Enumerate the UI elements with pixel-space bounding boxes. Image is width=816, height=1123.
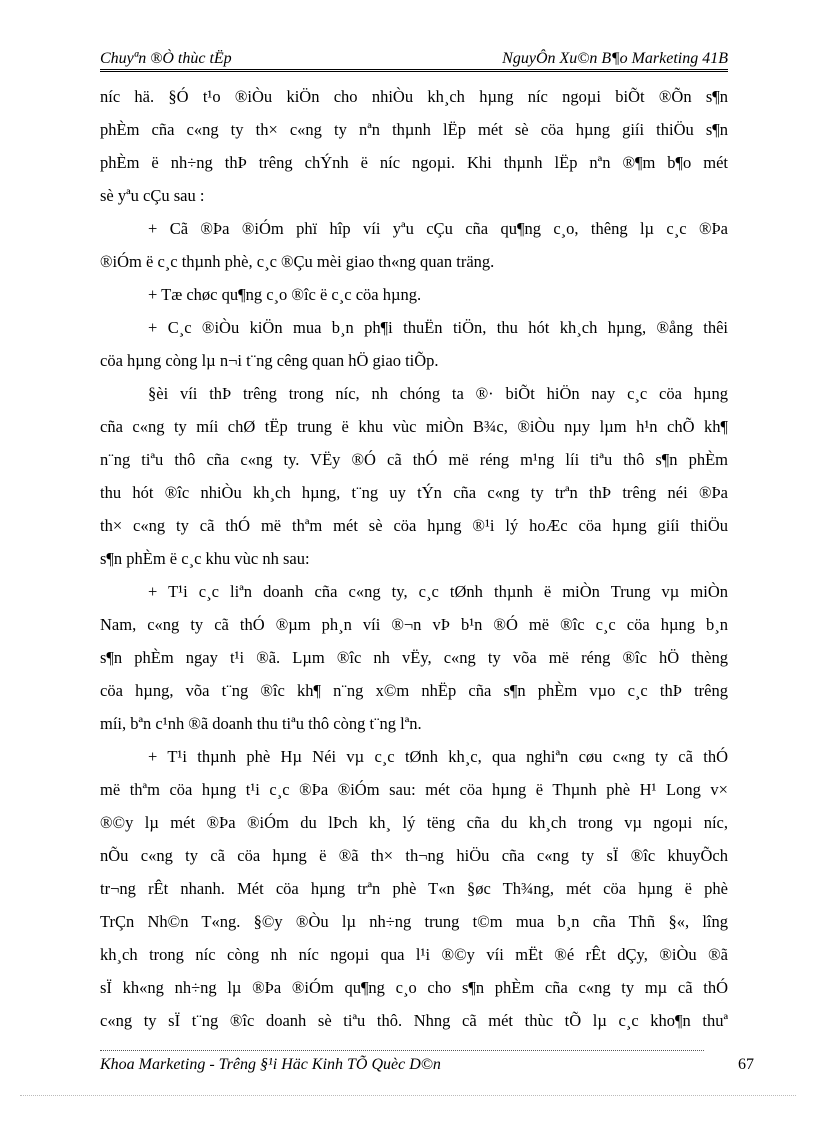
text-line: níc hä. §Ó t¹o ®iÒu kiÖn cho nhiÒu kh¸ch hµng níc ngoµi biÕt ®Õn s¶n (100, 87, 728, 106)
text-line: cöa hµng, võa t¨ng ®îc kh¶ n¨ng x©m nhËp cña s¶n phÈm vµo c¸c thÞ trêng (100, 681, 728, 700)
text-line: thu hót ®îc nhiÒu kh¸ch hµng, t¨ng uy tÝn cña c«ng ty trªn thÞ trêng néi ®Þa (100, 483, 728, 502)
text-line: + C¸c ®iÒu kiÖn mua b¸n ph¶i thuËn tiÖn, thu hót kh¸ch hµng, ®ång thêi (148, 318, 728, 337)
header-title: Chuyªn ®Ò thùc tËp (100, 50, 232, 67)
text-line: s¶n phÈm ngay t¹i ®ã. Lµm ®îc nh vËy, c«ng ty võa më réng ®îc hÖ thèng (100, 648, 728, 667)
page-header (100, 48, 728, 70)
text-line: phÈm cña c«ng ty th× c«ng ty nªn thµnh lËp mét sè cöa hµng giíi thiÖu s¶n (100, 120, 728, 139)
text-line: ®iÓm ë c¸c thµnh phè, c¸c ®Çu mèi giao th«ng quan träng. (100, 252, 495, 271)
page-edge-rule (20, 1095, 796, 1096)
text-line: phÈm ë nh÷ng thÞ trêng chÝnh ë níc ngoµi. Khi thµnh lËp nªn ®¶m b¶o mét (100, 153, 728, 172)
page-number: 67 (738, 1056, 754, 1073)
header-author: NguyÔn Xu©n B¶o Marketing 41B (502, 50, 728, 67)
text-line: më thªm cöa hµng t¹i c¸c ®Þa ®iÓm sau: mét cöa hµng ë Thµnh phè H¹ Long v× (100, 780, 728, 799)
text-line: nÕu c«ng ty cã cöa hµng ë ®ã th× th¬ng hiÖu cña c«ng ty sÏ ®îc khuyÕch (100, 846, 728, 865)
text-line: + Cã ®Þa ®iÓm phï hîp víi yªu cÇu cña qu¶ng c¸o, thêng lµ c¸c ®Þa (148, 219, 728, 238)
text-line: sÏ kh«ng nh÷ng lµ ®Þa ®iÓm qu¶ng c¸o cho s¶n phÈm cña c«ng ty mµ cã thÓ (100, 978, 728, 997)
footer-faculty: Khoa Marketing - Trêng §¹i Häc Kinh TÕ Quèc D©n (100, 1056, 441, 1073)
text-line: c«ng ty sÏ t¨ng ®îc doanh sè tiªu thô. Nhng cã mét thùc tÕ lµ c¸c kho¶n thuª (100, 1011, 728, 1030)
text-line: cöa hµng còng lµ n¬i t¨ng cêng quan hÖ giao tiÕp. (100, 351, 439, 370)
text-line: cña c«ng ty míi chØ tËp trung ë khu vùc miÒn B¾c, ®iÒu nµy lµm h¹n chÕ kh¶ (100, 417, 728, 436)
text-line: + T¹i thµnh phè Hµ Néi vµ c¸c tØnh kh¸c, qua nghiªn cøu c«ng ty cã thÓ (148, 747, 728, 766)
text-line: míi, bªn c¹nh ®ã doanh thu tiªu thô còng t¨ng lªn. (100, 714, 422, 733)
text-line: + Tæ chøc qu¶ng c¸o ®îc ë c¸c cöa hµng. (148, 285, 422, 304)
text-line: ®©y lµ mét ®Þa ®iÓm du lÞch kh¸ lý tëng cña du kh¸ch trong vµ ngoµi níc, (100, 813, 728, 832)
text-line: tr¬ng rÊt nhanh. Mét cöa hµng trªn phè T«n §øc Th¾ng, mét cöa hµng ë phè (100, 879, 728, 898)
text-line: + T¹i c¸c liªn doanh cña c«ng ty, c¸c tØnh thµnh ë miÒn Trung vµ miÒn (148, 582, 728, 601)
footer-rule (100, 1050, 704, 1051)
text-line: kh¸ch trong níc còng nh níc ngoµi qua l¹i ®©y víi mËt ®é rÊt dÇy, ®iÒu ®ã (100, 945, 728, 964)
text-line: sè yªu cÇu sau : (100, 186, 205, 205)
text-line: th× c«ng ty cã thÓ më thªm mét sè cöa hµng ®¹i lý hoÆc cöa hµng giíi thiÖu (100, 516, 728, 535)
text-line: n¨ng tiªu thô cña c«ng ty. VËy ®Ó cã thÓ më réng m¹ng líi tiªu thô s¶n phÈm (100, 450, 728, 469)
text-line: Nam, c«ng ty cã thÓ ®µm ph¸n víi ®¬n vÞ b¹n ®Ó më ®îc c¸c cöa hµng b¸n (100, 615, 728, 634)
text-line: s¶n phÈm ë c¸c khu vùc nh sau: (100, 549, 310, 568)
text-line: TrÇn Nh©n T«ng. §©y ®Òu lµ nh÷ng trung t©m mua b¸n cña Thñ §«, lîng (100, 912, 728, 931)
header-rule (100, 69, 728, 72)
text-line: §èi víi thÞ trêng trong níc, nh chóng ta ®· biÕt hiÖn nay c¸c cöa hµng (148, 384, 728, 403)
